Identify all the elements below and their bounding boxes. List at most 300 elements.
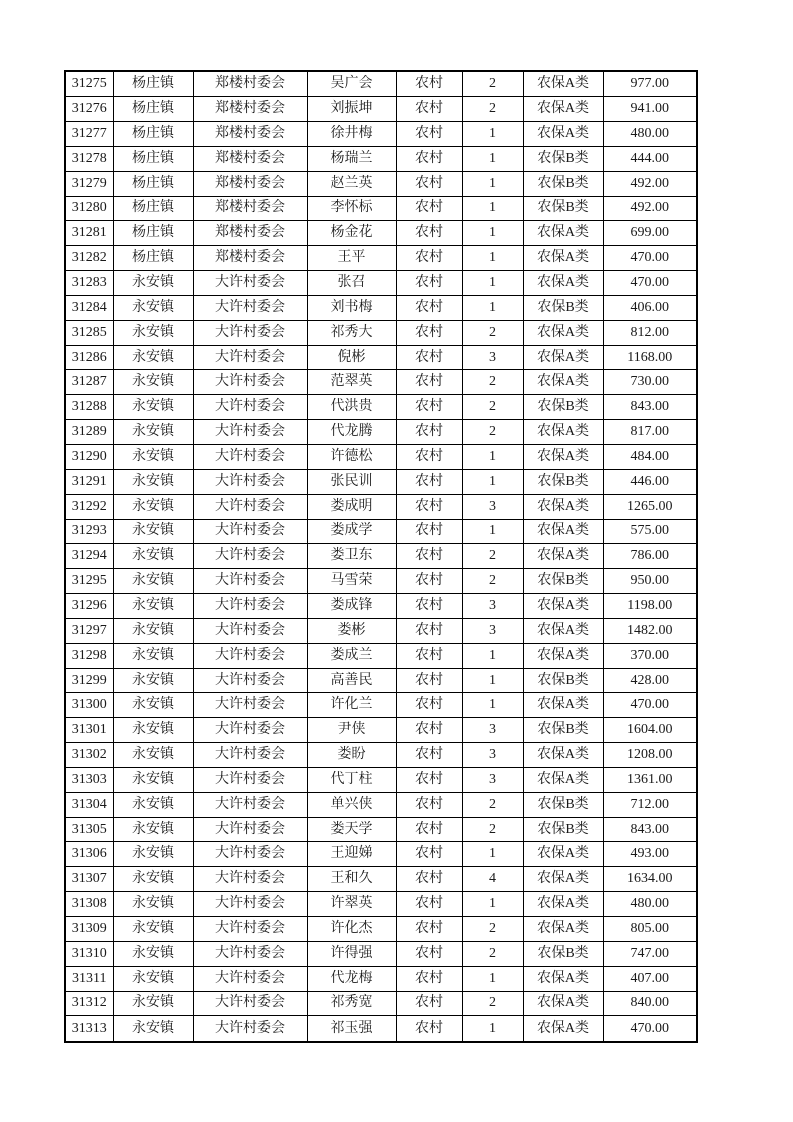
table-row <box>65 618 697 643</box>
cell-residence-type: 农村 <box>396 842 462 867</box>
cell-amount: 786.00 <box>603 544 697 569</box>
cell-town: 永安镇 <box>113 594 193 619</box>
cell-insurance-category: 农保B类 <box>523 817 603 842</box>
cell-amount: 843.00 <box>603 817 697 842</box>
cell-insurance-category: 农保A类 <box>523 743 603 768</box>
cell-person-count: 2 <box>462 792 523 817</box>
cell-person-name: 许德松 <box>307 444 396 469</box>
cell-residence-type: 农村 <box>396 767 462 792</box>
cell-person-count: 1 <box>462 122 523 147</box>
cell-residence-type: 农村 <box>396 544 462 569</box>
cell-amount: 1361.00 <box>603 767 697 792</box>
cell-insurance-category: 农保A类 <box>523 917 603 942</box>
cell-insurance-category: 农保A类 <box>523 271 603 296</box>
cell-person-count: 2 <box>462 569 523 594</box>
cell-person-name: 徐井梅 <box>307 122 396 147</box>
cell-insurance-category: 农保B类 <box>523 295 603 320</box>
cell-insurance-category: 农保A类 <box>523 320 603 345</box>
cell-person-count: 1 <box>462 196 523 221</box>
cell-town: 永安镇 <box>113 395 193 420</box>
cell-person-count: 2 <box>462 917 523 942</box>
cell-amount: 446.00 <box>603 469 697 494</box>
cell-amount: 812.00 <box>603 320 697 345</box>
cell-person-name: 单兴侠 <box>307 792 396 817</box>
cell-residence-type: 农村 <box>396 196 462 221</box>
table-row <box>65 97 697 122</box>
cell-record-id: 31285 <box>65 320 113 345</box>
cell-residence-type: 农村 <box>396 817 462 842</box>
cell-record-id: 31291 <box>65 469 113 494</box>
cell-town: 永安镇 <box>113 519 193 544</box>
cell-person-count: 1 <box>462 221 523 246</box>
cell-town: 永安镇 <box>113 718 193 743</box>
cell-town: 永安镇 <box>113 867 193 892</box>
cell-person-name: 代龙梅 <box>307 966 396 991</box>
cell-record-id: 31281 <box>65 221 113 246</box>
cell-residence-type: 农村 <box>396 146 462 171</box>
cell-person-name: 吴广会 <box>307 71 396 97</box>
cell-amount: 470.00 <box>603 1016 697 1042</box>
cell-record-id: 31286 <box>65 345 113 370</box>
cell-person-count: 1 <box>462 693 523 718</box>
cell-town: 杨庄镇 <box>113 146 193 171</box>
table-row <box>65 817 697 842</box>
cell-person-name: 娄成学 <box>307 519 396 544</box>
cell-residence-type: 农村 <box>396 966 462 991</box>
cell-residence-type: 农村 <box>396 668 462 693</box>
table-row <box>65 71 697 97</box>
cell-person-name: 娄成明 <box>307 494 396 519</box>
cell-residence-type: 农村 <box>396 519 462 544</box>
cell-insurance-category: 农保B类 <box>523 196 603 221</box>
cell-person-name: 尹侠 <box>307 718 396 743</box>
cell-person-name: 王平 <box>307 246 396 271</box>
cell-town: 永安镇 <box>113 941 193 966</box>
cell-record-id: 31276 <box>65 97 113 122</box>
cell-insurance-category: 农保A类 <box>523 544 603 569</box>
cell-person-count: 1 <box>462 842 523 867</box>
table-row <box>65 767 697 792</box>
cell-residence-type: 农村 <box>396 420 462 445</box>
cell-insurance-category: 农保A类 <box>523 246 603 271</box>
cell-residence-type: 农村 <box>396 718 462 743</box>
table-row <box>65 444 697 469</box>
cell-record-id: 31312 <box>65 991 113 1016</box>
cell-residence-type: 农村 <box>396 271 462 296</box>
cell-record-id: 31283 <box>65 271 113 296</box>
cell-amount: 492.00 <box>603 171 697 196</box>
cell-record-id: 31308 <box>65 892 113 917</box>
cell-person-count: 4 <box>462 867 523 892</box>
cell-record-id: 31294 <box>65 544 113 569</box>
cell-amount: 1198.00 <box>603 594 697 619</box>
cell-village-committee: 郑楼村委会 <box>193 71 307 97</box>
cell-record-id: 31288 <box>65 395 113 420</box>
table-row <box>65 544 697 569</box>
cell-person-count: 1 <box>462 246 523 271</box>
cell-amount: 492.00 <box>603 196 697 221</box>
cell-person-count: 1 <box>462 444 523 469</box>
cell-record-id: 31298 <box>65 643 113 668</box>
cell-village-committee: 郑楼村委会 <box>193 171 307 196</box>
cell-residence-type: 农村 <box>396 569 462 594</box>
cell-record-id: 31302 <box>65 743 113 768</box>
cell-village-committee: 大许村委会 <box>193 817 307 842</box>
cell-residence-type: 农村 <box>396 618 462 643</box>
table-row <box>65 792 697 817</box>
cell-person-name: 许化杰 <box>307 917 396 942</box>
cell-residence-type: 农村 <box>396 221 462 246</box>
cell-insurance-category: 农保B类 <box>523 171 603 196</box>
cell-record-id: 31287 <box>65 370 113 395</box>
cell-insurance-category: 农保A类 <box>523 643 603 668</box>
cell-village-committee: 大许村委会 <box>193 842 307 867</box>
cell-town: 杨庄镇 <box>113 71 193 97</box>
cell-town: 永安镇 <box>113 444 193 469</box>
cell-person-name: 王迎娣 <box>307 842 396 867</box>
cell-residence-type: 农村 <box>396 867 462 892</box>
cell-residence-type: 农村 <box>396 743 462 768</box>
cell-residence-type: 农村 <box>396 494 462 519</box>
cell-record-id: 31299 <box>65 668 113 693</box>
table-row <box>65 171 697 196</box>
cell-town: 永安镇 <box>113 320 193 345</box>
cell-residence-type: 农村 <box>396 991 462 1016</box>
cell-village-committee: 大许村委会 <box>193 320 307 345</box>
table-row <box>65 966 697 991</box>
cell-record-id: 31297 <box>65 618 113 643</box>
cell-insurance-category: 农保A类 <box>523 122 603 147</box>
cell-village-committee: 大许村委会 <box>193 469 307 494</box>
cell-record-id: 31293 <box>65 519 113 544</box>
cell-amount: 747.00 <box>603 941 697 966</box>
cell-record-id: 31301 <box>65 718 113 743</box>
table-row <box>65 743 697 768</box>
cell-record-id: 31277 <box>65 122 113 147</box>
cell-residence-type: 农村 <box>396 395 462 420</box>
table-row <box>65 693 697 718</box>
cell-village-committee: 大许村委会 <box>193 444 307 469</box>
cell-amount: 470.00 <box>603 693 697 718</box>
table-row <box>65 295 697 320</box>
cell-person-name: 张民训 <box>307 469 396 494</box>
cell-person-name: 王和久 <box>307 867 396 892</box>
cell-person-count: 2 <box>462 320 523 345</box>
cell-person-name: 代洪贵 <box>307 395 396 420</box>
cell-insurance-category: 农保A类 <box>523 767 603 792</box>
cell-village-committee: 大许村委会 <box>193 494 307 519</box>
table-row <box>65 1016 697 1042</box>
cell-person-name: 祁玉强 <box>307 1016 396 1042</box>
cell-insurance-category: 农保A类 <box>523 991 603 1016</box>
cell-record-id: 31275 <box>65 71 113 97</box>
cell-insurance-category: 农保A类 <box>523 693 603 718</box>
insurance-records-table-body <box>65 71 697 1042</box>
cell-town: 永安镇 <box>113 917 193 942</box>
cell-person-count: 1 <box>462 1016 523 1042</box>
table-row <box>65 867 697 892</box>
cell-residence-type: 农村 <box>396 171 462 196</box>
cell-person-name: 代龙腾 <box>307 420 396 445</box>
cell-residence-type: 农村 <box>396 693 462 718</box>
cell-record-id: 31282 <box>65 246 113 271</box>
table-row <box>65 917 697 942</box>
cell-insurance-category: 农保B类 <box>523 395 603 420</box>
cell-person-count: 1 <box>462 146 523 171</box>
cell-residence-type: 农村 <box>396 97 462 122</box>
cell-village-committee: 郑楼村委会 <box>193 146 307 171</box>
cell-village-committee: 大许村委会 <box>193 892 307 917</box>
cell-person-name: 许翠英 <box>307 892 396 917</box>
cell-village-committee: 大许村委会 <box>193 395 307 420</box>
cell-person-count: 1 <box>462 966 523 991</box>
table-row <box>65 122 697 147</box>
cell-record-id: 31278 <box>65 146 113 171</box>
cell-amount: 712.00 <box>603 792 697 817</box>
cell-person-count: 1 <box>462 295 523 320</box>
cell-village-committee: 大许村委会 <box>193 743 307 768</box>
cell-village-committee: 大许村委会 <box>193 519 307 544</box>
table-row <box>65 146 697 171</box>
cell-person-name: 娄卫东 <box>307 544 396 569</box>
cell-person-count: 3 <box>462 743 523 768</box>
cell-village-committee: 大许村委会 <box>193 544 307 569</box>
cell-record-id: 31284 <box>65 295 113 320</box>
table-row <box>65 892 697 917</box>
cell-residence-type: 农村 <box>396 917 462 942</box>
cell-amount: 805.00 <box>603 917 697 942</box>
cell-town: 杨庄镇 <box>113 171 193 196</box>
table-row <box>65 519 697 544</box>
cell-town: 杨庄镇 <box>113 246 193 271</box>
cell-residence-type: 农村 <box>396 469 462 494</box>
cell-village-committee: 郑楼村委会 <box>193 196 307 221</box>
table-row <box>65 395 697 420</box>
cell-amount: 480.00 <box>603 122 697 147</box>
cell-amount: 470.00 <box>603 271 697 296</box>
cell-person-name: 祁秀宽 <box>307 991 396 1016</box>
insurance-records-table <box>64 70 698 1043</box>
cell-village-committee: 大许村委会 <box>193 668 307 693</box>
cell-village-committee: 郑楼村委会 <box>193 246 307 271</box>
cell-town: 杨庄镇 <box>113 221 193 246</box>
cell-record-id: 31296 <box>65 594 113 619</box>
cell-village-committee: 大许村委会 <box>193 792 307 817</box>
cell-insurance-category: 农保B类 <box>523 668 603 693</box>
cell-village-committee: 大许村委会 <box>193 867 307 892</box>
cell-insurance-category: 农保A类 <box>523 867 603 892</box>
cell-amount: 406.00 <box>603 295 697 320</box>
cell-person-count: 3 <box>462 767 523 792</box>
cell-amount: 1482.00 <box>603 618 697 643</box>
cell-person-name: 娄天学 <box>307 817 396 842</box>
cell-town: 永安镇 <box>113 469 193 494</box>
cell-person-name: 刘振坤 <box>307 97 396 122</box>
cell-village-committee: 大许村委会 <box>193 643 307 668</box>
cell-town: 永安镇 <box>113 643 193 668</box>
cell-residence-type: 农村 <box>396 370 462 395</box>
cell-person-count: 1 <box>462 892 523 917</box>
cell-town: 永安镇 <box>113 345 193 370</box>
table-row <box>65 842 697 867</box>
cell-residence-type: 农村 <box>396 444 462 469</box>
cell-insurance-category: 农保A类 <box>523 842 603 867</box>
cell-person-count: 3 <box>462 594 523 619</box>
cell-amount: 843.00 <box>603 395 697 420</box>
cell-insurance-category: 农保A类 <box>523 594 603 619</box>
cell-residence-type: 农村 <box>396 892 462 917</box>
cell-person-name: 代丁柱 <box>307 767 396 792</box>
cell-record-id: 31305 <box>65 817 113 842</box>
cell-insurance-category: 农保A类 <box>523 444 603 469</box>
cell-residence-type: 农村 <box>396 122 462 147</box>
cell-record-id: 31300 <box>65 693 113 718</box>
cell-residence-type: 农村 <box>396 594 462 619</box>
cell-record-id: 31310 <box>65 941 113 966</box>
table-row <box>65 594 697 619</box>
cell-town: 永安镇 <box>113 420 193 445</box>
cell-village-committee: 郑楼村委会 <box>193 122 307 147</box>
cell-person-count: 1 <box>462 469 523 494</box>
cell-town: 永安镇 <box>113 743 193 768</box>
table-row <box>65 569 697 594</box>
cell-insurance-category: 农保A类 <box>523 966 603 991</box>
cell-town: 永安镇 <box>113 817 193 842</box>
cell-insurance-category: 农保B类 <box>523 792 603 817</box>
cell-town: 永安镇 <box>113 618 193 643</box>
cell-amount: 817.00 <box>603 420 697 445</box>
cell-residence-type: 农村 <box>396 1016 462 1042</box>
cell-amount: 1208.00 <box>603 743 697 768</box>
table-row <box>65 196 697 221</box>
cell-record-id: 31292 <box>65 494 113 519</box>
cell-village-committee: 大许村委会 <box>193 271 307 296</box>
cell-record-id: 31295 <box>65 569 113 594</box>
table-row <box>65 643 697 668</box>
cell-person-name: 祁秀大 <box>307 320 396 345</box>
cell-amount: 407.00 <box>603 966 697 991</box>
cell-record-id: 31306 <box>65 842 113 867</box>
cell-residence-type: 农村 <box>396 643 462 668</box>
cell-person-count: 2 <box>462 97 523 122</box>
cell-village-committee: 大许村委会 <box>193 594 307 619</box>
cell-person-count: 1 <box>462 171 523 196</box>
cell-person-count: 1 <box>462 271 523 296</box>
cell-person-count: 2 <box>462 395 523 420</box>
cell-person-count: 3 <box>462 618 523 643</box>
table-row <box>65 320 697 345</box>
cell-village-committee: 大许村委会 <box>193 569 307 594</box>
cell-amount: 370.00 <box>603 643 697 668</box>
cell-person-count: 1 <box>462 668 523 693</box>
cell-person-name: 李怀标 <box>307 196 396 221</box>
cell-person-name: 高善民 <box>307 668 396 693</box>
cell-person-count: 2 <box>462 71 523 97</box>
cell-record-id: 31309 <box>65 917 113 942</box>
cell-record-id: 31311 <box>65 966 113 991</box>
cell-town: 永安镇 <box>113 271 193 296</box>
cell-person-name: 娄盼 <box>307 743 396 768</box>
cell-person-count: 2 <box>462 370 523 395</box>
cell-insurance-category: 农保A类 <box>523 345 603 370</box>
table-row <box>65 345 697 370</box>
cell-record-id: 31280 <box>65 196 113 221</box>
cell-town: 永安镇 <box>113 1016 193 1042</box>
cell-insurance-category: 农保B类 <box>523 941 603 966</box>
cell-village-committee: 大许村委会 <box>193 767 307 792</box>
cell-amount: 470.00 <box>603 246 697 271</box>
cell-person-name: 赵兰英 <box>307 171 396 196</box>
cell-amount: 941.00 <box>603 97 697 122</box>
cell-record-id: 31304 <box>65 792 113 817</box>
cell-insurance-category: 农保B类 <box>523 469 603 494</box>
cell-village-committee: 大许村委会 <box>193 693 307 718</box>
cell-town: 永安镇 <box>113 966 193 991</box>
cell-insurance-category: 农保B类 <box>523 146 603 171</box>
cell-person-count: 1 <box>462 519 523 544</box>
cell-person-count: 3 <box>462 345 523 370</box>
table-row <box>65 370 697 395</box>
table-row <box>65 246 697 271</box>
cell-amount: 428.00 <box>603 668 697 693</box>
table-row <box>65 718 697 743</box>
cell-person-count: 3 <box>462 718 523 743</box>
cell-person-count: 2 <box>462 941 523 966</box>
cell-insurance-category: 农保A类 <box>523 892 603 917</box>
cell-town: 永安镇 <box>113 544 193 569</box>
cell-person-name: 范翠英 <box>307 370 396 395</box>
table-row <box>65 221 697 246</box>
cell-town: 永安镇 <box>113 295 193 320</box>
cell-town: 永安镇 <box>113 792 193 817</box>
cell-residence-type: 农村 <box>396 941 462 966</box>
cell-record-id: 31313 <box>65 1016 113 1042</box>
table-row <box>65 941 697 966</box>
cell-village-committee: 大许村委会 <box>193 420 307 445</box>
cell-town: 永安镇 <box>113 668 193 693</box>
cell-insurance-category: 农保A类 <box>523 1016 603 1042</box>
cell-record-id: 31307 <box>65 867 113 892</box>
cell-insurance-category: 农保A类 <box>523 519 603 544</box>
cell-person-name: 马雪荣 <box>307 569 396 594</box>
cell-village-committee: 大许村委会 <box>193 295 307 320</box>
cell-insurance-category: 农保A类 <box>523 370 603 395</box>
cell-person-count: 1 <box>462 643 523 668</box>
cell-person-name: 娄彬 <box>307 618 396 643</box>
cell-amount: 699.00 <box>603 221 697 246</box>
cell-town: 永安镇 <box>113 569 193 594</box>
cell-amount: 1265.00 <box>603 494 697 519</box>
cell-insurance-category: 农保A类 <box>523 618 603 643</box>
cell-amount: 493.00 <box>603 842 697 867</box>
cell-amount: 484.00 <box>603 444 697 469</box>
table-row <box>65 469 697 494</box>
cell-person-name: 倪彬 <box>307 345 396 370</box>
cell-village-committee: 郑楼村委会 <box>193 221 307 246</box>
cell-residence-type: 农村 <box>396 320 462 345</box>
cell-record-id: 31303 <box>65 767 113 792</box>
cell-town: 杨庄镇 <box>113 97 193 122</box>
cell-residence-type: 农村 <box>396 71 462 97</box>
cell-record-id: 31289 <box>65 420 113 445</box>
cell-village-committee: 大许村委会 <box>193 1016 307 1042</box>
cell-amount: 840.00 <box>603 991 697 1016</box>
cell-town: 永安镇 <box>113 494 193 519</box>
cell-village-committee: 大许村委会 <box>193 618 307 643</box>
cell-person-count: 3 <box>462 494 523 519</box>
cell-amount: 444.00 <box>603 146 697 171</box>
cell-amount: 950.00 <box>603 569 697 594</box>
